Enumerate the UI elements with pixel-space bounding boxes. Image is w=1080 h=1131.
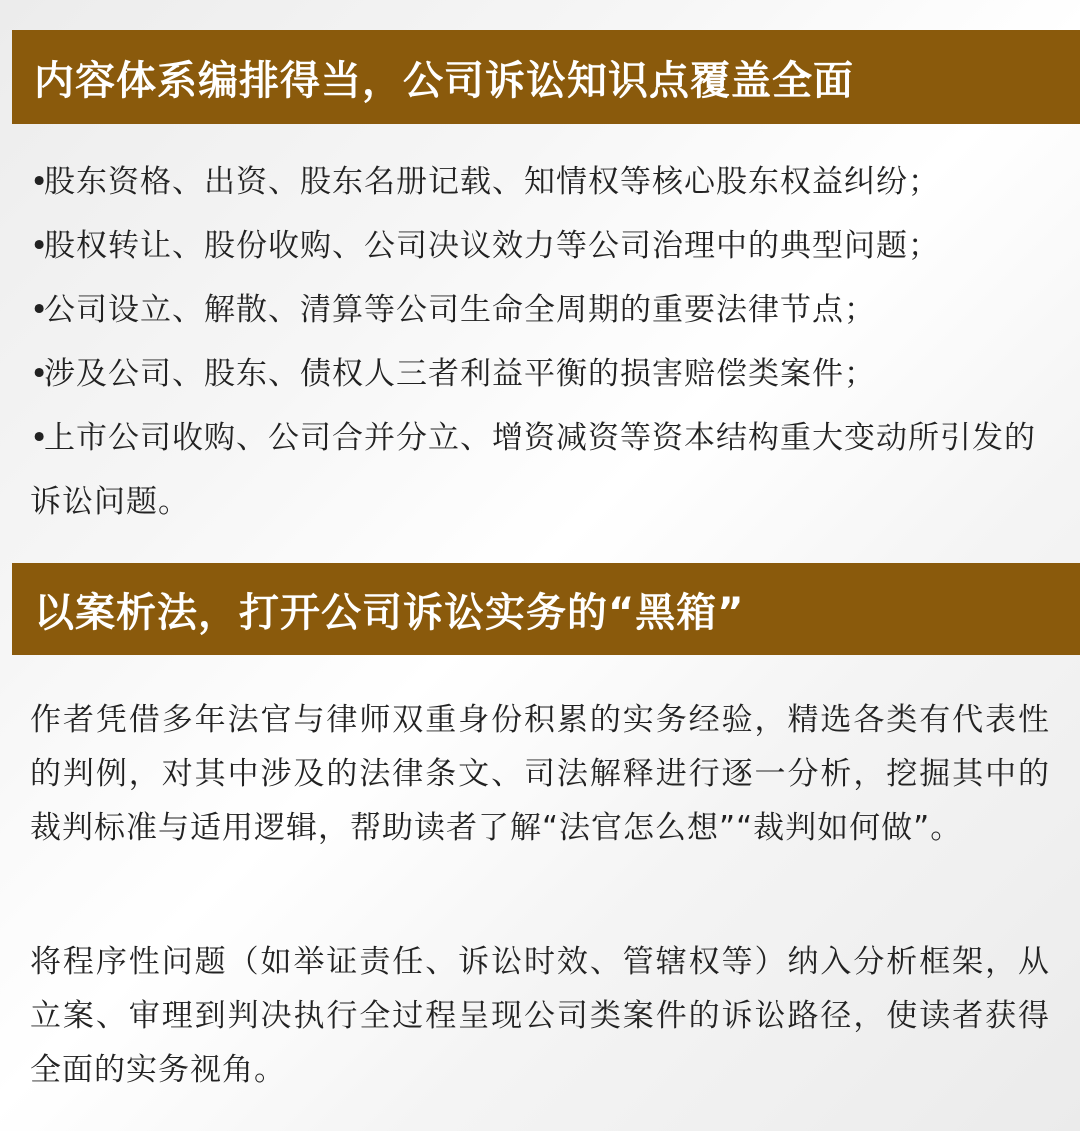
- bullet-dot: •: [30, 228, 50, 264]
- bullet-text: 股权转让、股份收购、公司决议效力等公司治理中的典型问题；: [44, 228, 940, 264]
- bullet-dot: •: [30, 356, 50, 392]
- section-2-title: 以案析法，打开公司诉讼实务的“黑箱”: [34, 589, 745, 636]
- bullet-item: [30, 278, 1060, 342]
- bullet-text: 股东资格、出资、股东名册记载、知情权等核心股东权益纠纷；: [44, 164, 940, 200]
- section-1-banner: [12, 30, 1080, 124]
- section-2-banner: [12, 563, 1080, 655]
- section-2-paragraph-1: 作者凭借多年法官与律师双重身份积累的实务经验，精选各类有代表性的判例，对其中涉及的法律条文、司法解释进行逐一分析，挖掘其中的裁判标准与适用逻辑，帮助读者了解“法官怎么想”“裁判如何做”。: [30, 702, 1050, 846]
- bullet-text: 上市公司收购、公司合并分立、增资减资等资本结构重大变动所引发的诉讼问题。: [30, 420, 1036, 520]
- section-1-bullet-list: [30, 150, 1060, 534]
- section-2-paragraph-2: 将程序性问题（如举证责任、诉讼时效、管辖权等）纳入分析框架，从立案、审理到判决执行全过程呈现公司类案件的诉讼路径，使读者获得全面的实务视角。: [30, 944, 1050, 1088]
- section-1-title: 内容体系编排得当，公司诉讼知识点覆盖全面: [34, 57, 854, 104]
- bullet-item: [30, 406, 1060, 534]
- bullet-dot: •: [30, 292, 50, 328]
- bullet-text: 公司设立、解散、清算等公司生命全周期的重要法律节点；: [44, 292, 876, 328]
- bullet-item: [30, 150, 1060, 214]
- bullet-dot: •: [30, 164, 50, 200]
- bullet-item: [30, 214, 1060, 278]
- bullet-dot: •: [30, 420, 50, 456]
- bullet-item: [30, 342, 1060, 406]
- bullet-text: 涉及公司、股东、债权人三者利益平衡的损害赔偿类案件；: [44, 356, 876, 392]
